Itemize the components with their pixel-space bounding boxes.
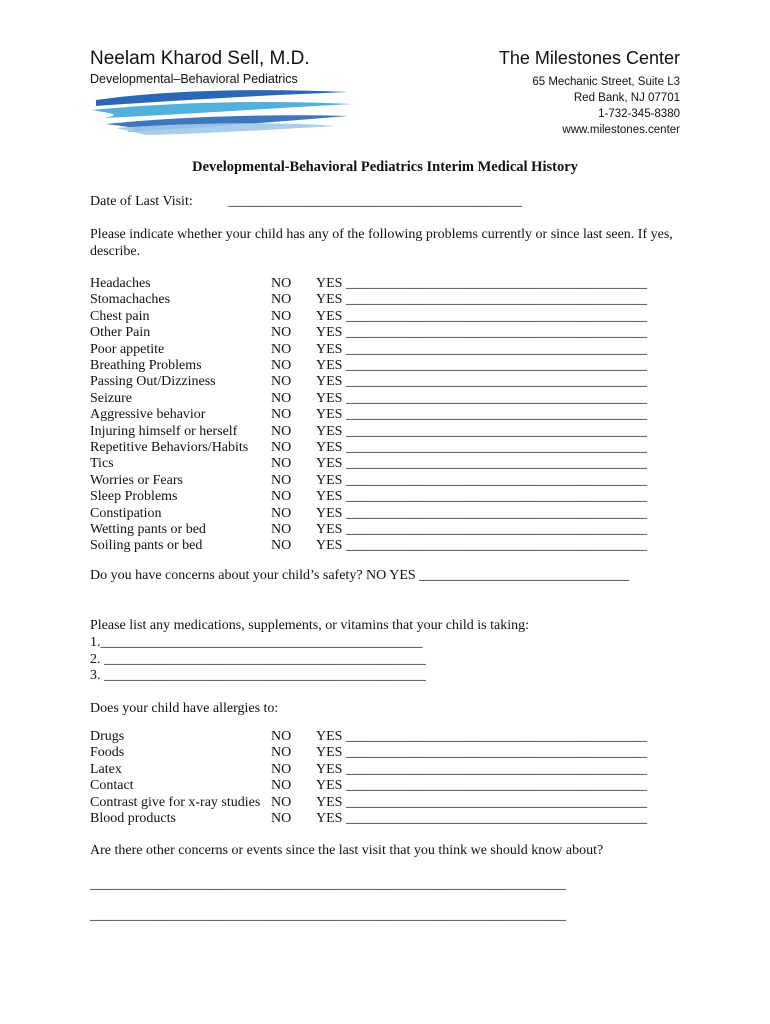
center-name: The Milestones Center [498, 48, 680, 68]
yes-option-field[interactable]: YES ___________________________________________ [316, 407, 647, 423]
no-option[interactable]: NO [271, 407, 292, 423]
allergy-label: Drugs [90, 729, 125, 744]
no-option[interactable]: NO [271, 390, 292, 406]
no-option[interactable]: NO [271, 374, 292, 390]
yes-option-field[interactable]: YES ___________________________________________ [316, 423, 647, 439]
problem-label: Aggressive behavior [90, 407, 206, 423]
no-option[interactable]: NO [271, 308, 292, 324]
problem-label: Sleep Problems [90, 489, 178, 505]
address-line-1: 65 Mechanic Street, Suite L3 [532, 76, 680, 88]
no-option[interactable]: NO [271, 794, 292, 810]
specialty-subtitle: Developmental–Behavioral Pediatrics [90, 72, 298, 86]
allergy-label: Contact [90, 778, 134, 794]
yes-option-field[interactable]: YES ___________________________________________ [316, 794, 647, 810]
instructions-text: Please indicate whether your child has any of the following problems currently or since last seen. If yes, describe. [90, 227, 673, 259]
last-visit-label: Date of Last Visit: [90, 194, 193, 209]
yes-option-field[interactable]: YES ___________________________________________ [316, 440, 647, 455]
problem-label: Seizure [90, 390, 132, 406]
no-option[interactable]: NO [271, 440, 292, 455]
yes-option-field[interactable]: YES ___________________________________________ [316, 729, 647, 744]
yes-option-field[interactable]: YES ___________________________________________ [316, 489, 647, 505]
yes-option-field[interactable]: YES ___________________________________________ [316, 390, 647, 406]
allergy-label: Latex [90, 761, 122, 777]
phone-number: 1-732-345-8380 [598, 108, 680, 120]
problem-label: Worries or Fears [90, 472, 183, 488]
no-option[interactable]: NO [271, 423, 292, 439]
yes-option-field[interactable]: YES ___________________________________________ [316, 761, 647, 777]
yes-option-field[interactable]: YES ___________________________________________ [316, 325, 647, 341]
other-concerns-question: Are there other concerns or events since the last visit that you think we should know about? [90, 843, 604, 858]
last-visit-field[interactable]: __________________________________________ [228, 194, 522, 209]
no-option[interactable]: NO [271, 745, 292, 761]
no-option[interactable]: NO [271, 472, 292, 488]
yes-option-field[interactable]: YES ___________________________________________ [316, 538, 647, 554]
no-option[interactable]: NO [271, 778, 292, 794]
no-option[interactable]: NO [271, 456, 292, 472]
problem-label: Tics [90, 456, 114, 472]
problem-label: Poor appetite [90, 341, 165, 357]
yes-option-field[interactable]: YES ___________________________________________ [316, 276, 647, 291]
no-option[interactable]: NO [271, 292, 292, 308]
doctor-name: Neelam Kharod Sell, M.D. [90, 48, 310, 69]
yes-option-field[interactable]: YES ___________________________________________ [316, 456, 647, 472]
problem-label: Chest pain [90, 308, 150, 324]
yes-option-field[interactable]: YES ___________________________________________ [316, 292, 647, 308]
no-option[interactable]: NO [271, 341, 292, 357]
safety-question[interactable]: Do you have concerns about your child’s safety? NO YES ______________________________ [90, 568, 630, 583]
no-option[interactable]: NO [271, 811, 292, 826]
swoosh-logo [86, 86, 356, 136]
no-option[interactable]: NO [271, 761, 292, 777]
problem-label: Injuring himself or herself [90, 423, 238, 439]
medication-line-1[interactable]: 1.______________________________________________ [90, 635, 423, 650]
no-option[interactable]: NO [271, 489, 292, 505]
yes-option-field[interactable]: YES ___________________________________________ [316, 374, 647, 390]
no-option[interactable]: NO [271, 325, 292, 341]
problem-label: Stomachaches [90, 292, 171, 308]
other-concerns-line-1[interactable]: ____________________________________________________________________ [90, 877, 566, 892]
no-option[interactable]: NO [271, 522, 292, 537]
problem-label: Wetting pants or bed [90, 522, 206, 537]
allergies-question: Does your child have allergies to: [90, 701, 279, 716]
medication-line-2[interactable]: 2. ______________________________________________ [90, 652, 426, 667]
problem-label: Breathing Problems [90, 358, 202, 373]
problem-label: Other Pain [90, 325, 151, 341]
no-option[interactable]: NO [271, 538, 292, 554]
yes-option-field[interactable]: YES ___________________________________________ [316, 341, 647, 357]
yes-option-field[interactable]: YES ___________________________________________ [316, 472, 647, 488]
allergy-label: Blood products [90, 811, 176, 826]
yes-option-field[interactable]: YES ___________________________________________ [316, 522, 647, 537]
problem-label: Soiling pants or bed [90, 538, 203, 554]
allergy-label: Contrast give for x-ray studies [90, 794, 261, 810]
problem-label: Passing Out/Dizziness [90, 374, 216, 390]
yes-option-field[interactable]: YES ___________________________________________ [316, 505, 647, 521]
problem-label: Repetitive Behaviors/Habits [90, 440, 249, 455]
problem-label: Headaches [90, 276, 151, 291]
problem-label: Constipation [90, 505, 162, 521]
form-title: Developmental-Behavioral Pediatrics Interim Medical History [192, 159, 578, 175]
medication-line-3[interactable]: 3. ______________________________________________ [90, 668, 426, 683]
center-address [532, 74, 680, 138]
no-option[interactable]: NO [271, 505, 292, 521]
yes-option-field[interactable]: YES ___________________________________________ [316, 308, 647, 324]
allergy-label: Foods [90, 745, 125, 761]
no-option[interactable]: NO [271, 729, 292, 744]
no-option[interactable]: NO [271, 358, 292, 373]
yes-option-field[interactable]: YES ___________________________________________ [316, 358, 647, 373]
other-concerns-line-2[interactable]: ____________________________________________________________________ [90, 908, 566, 923]
website: www.milestones.center [562, 124, 680, 136]
yes-option-field[interactable]: YES ___________________________________________ [316, 745, 647, 761]
medications-question: Please list any medications, supplements, or vitamins that your child is taking: [90, 618, 529, 633]
yes-option-field[interactable]: YES ___________________________________________ [316, 811, 647, 826]
address-line-2: Red Bank, NJ 07701 [573, 92, 680, 104]
yes-option-field[interactable]: YES ___________________________________________ [316, 778, 647, 794]
no-option[interactable]: NO [271, 276, 292, 291]
